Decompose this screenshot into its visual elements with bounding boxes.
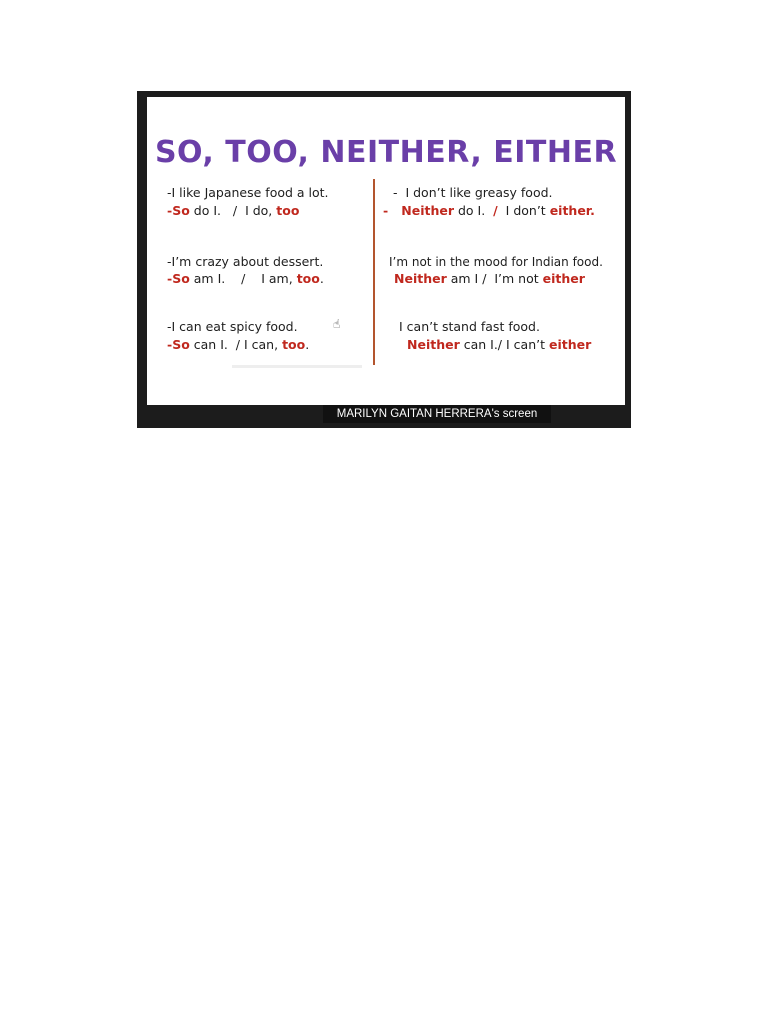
dash: - bbox=[167, 271, 173, 286]
too-word: too bbox=[276, 203, 300, 218]
dash: - bbox=[383, 203, 402, 218]
right-statement-3: I can’t stand fast food. bbox=[399, 319, 540, 334]
neither-word: Neither bbox=[401, 203, 454, 218]
too-word: too bbox=[296, 271, 320, 286]
response-text: do I. bbox=[454, 203, 494, 218]
left-response-3 bbox=[167, 337, 309, 353]
dash: - bbox=[167, 337, 173, 352]
response-text: can I./ I can’t bbox=[459, 337, 549, 352]
response-text-2: I don’t bbox=[497, 203, 550, 218]
column-divider bbox=[373, 179, 375, 365]
response-text: am I. / I am, bbox=[189, 271, 297, 286]
screen-share-frame bbox=[137, 91, 631, 428]
right-statement-2: I’m not in the mood for Indian food. bbox=[389, 255, 603, 269]
left-response-2 bbox=[167, 271, 324, 287]
right-response-1 bbox=[383, 203, 595, 219]
screen-share-label: MARILYN GAITAN HERRERA's screen bbox=[323, 405, 551, 423]
left-statement-1: -I like Japanese food a lot. bbox=[167, 185, 329, 200]
right-statement-1: - I don’t like greasy food. bbox=[393, 185, 553, 200]
slide bbox=[147, 97, 625, 405]
so-word: So bbox=[172, 203, 190, 218]
either-word: either bbox=[548, 337, 592, 352]
right-response-2 bbox=[394, 271, 585, 287]
either-word: either. bbox=[549, 203, 595, 218]
left-statement-2: -I’m crazy about dessert. bbox=[167, 254, 324, 269]
response-text: do I. / I do, bbox=[189, 203, 277, 218]
faint-smudge bbox=[232, 365, 362, 368]
neither-word: Neither bbox=[407, 337, 460, 352]
left-statement-3: -I can eat spicy food. bbox=[167, 319, 298, 334]
left-response-1 bbox=[167, 203, 299, 219]
right-response-3 bbox=[407, 337, 591, 353]
hand-pointer-icon: ☝ bbox=[333, 317, 341, 331]
so-word: So bbox=[172, 271, 190, 286]
period: . bbox=[319, 271, 324, 286]
so-word: So bbox=[172, 337, 190, 352]
too-word: too bbox=[282, 337, 306, 352]
slide-title: SO, TOO, NEITHER, EITHER bbox=[154, 135, 618, 170]
neither-word: Neither bbox=[394, 271, 447, 286]
slash: / bbox=[493, 203, 498, 218]
response-text: can I. / I can, bbox=[189, 337, 283, 352]
either-word: either bbox=[542, 271, 585, 286]
period: . bbox=[305, 337, 310, 352]
dash: - bbox=[167, 203, 173, 218]
response-text: am I / I’m not bbox=[446, 271, 543, 286]
